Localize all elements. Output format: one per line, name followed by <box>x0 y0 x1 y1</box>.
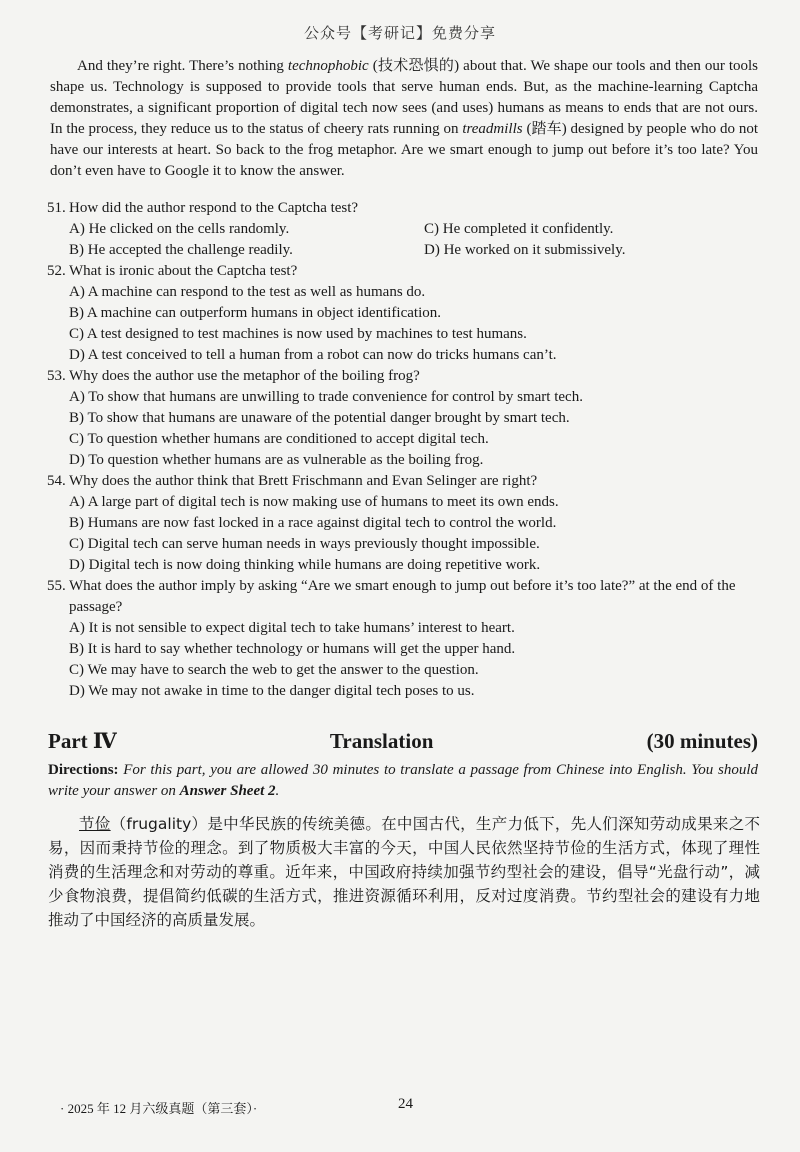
passage-italic-term-2: treadmills <box>462 121 523 137</box>
option-grid <box>47 219 759 261</box>
passage-text-3: (踏车) designed by people who do not have our interests at heart. So back to the frog metaphor. Are we smart enough to jump out before it’s too late? You don’t even have to Google it to know the answer. <box>50 121 758 179</box>
option-c[interactable]: C) He completed it confidently. <box>424 221 614 237</box>
question-54 <box>47 471 759 576</box>
option-d[interactable]: D) Digital tech is now doing thinking while humans are doing repetitive work. <box>69 557 541 573</box>
question-51 <box>47 198 759 261</box>
option-c[interactable]: C) To question whether humans are conditioned to accept digital tech. <box>69 431 489 447</box>
option-c[interactable]: C) A test designed to test machines is now used by machines to test humans. <box>69 326 527 342</box>
directions <box>48 760 758 802</box>
reading-passage <box>50 56 758 182</box>
translation-passage <box>48 812 760 932</box>
question-55 <box>47 576 759 702</box>
option-d[interactable]: D) We may not awake in time to the danger digital tech poses to us. <box>69 683 475 699</box>
question-text: Why does the author think that Brett Frischmann and Evan Selinger are right? <box>69 473 538 489</box>
part-label: Part Ⅳ <box>48 729 117 753</box>
answer-sheet-ref: Answer Sheet 2 <box>179 783 276 799</box>
option-a[interactable]: A) To show that humans are unwilling to trade convenience for control by smart tech. <box>69 389 583 405</box>
option-c[interactable]: C) Digital tech can serve human needs in ways previously thought impossible. <box>69 536 540 552</box>
directions-end: . <box>275 783 280 799</box>
passage-text-1: And they’re right. There’s nothing <box>77 58 288 74</box>
question-text: Why does the author use the metaphor of the boiling frog? <box>69 368 420 384</box>
question-text: What does the author imply by asking “Are we smart enough to jump out before it’s too late?” at the end of the passage? <box>69 578 736 615</box>
passage-text-2: (技术恐惧的) about that. We shape our tools and then our tools shape us. Technology is supposed to provide tools that serve human ends. But, as the machine-learning Captcha demonstrates, a significant proportion of digital tech now sees (and uses) humans as means to ends that are not ours. In the process, they reduce us to the status of cheery rats running on <box>50 58 758 137</box>
translation-term: 节俭 <box>79 815 111 833</box>
option-b[interactable]: B) A machine can outperform humans in object identification. <box>69 305 441 321</box>
option-b[interactable]: B) Humans are now fast locked in a race against digital tech to control the world. <box>69 515 557 531</box>
option-c[interactable]: C) We may have to search the web to get the answer to the question. <box>69 662 479 678</box>
option-a[interactable]: A) A large part of digital tech is now making use of humans to meet its own ends. <box>69 494 559 510</box>
option-b[interactable]: B) It is hard to say whether technology or humans will get the upper hand. <box>69 641 516 657</box>
question-stem <box>47 261 759 282</box>
question-53 <box>47 366 759 471</box>
translation-text: （frugality）是中华民族的传统美德。在中国古代，生产力低下，先人们深知劳动成果来之不易，因而秉持节俭的理念。到了物质极大丰富的今天，中国人民依然坚持节俭的生活方式，体现了理性消费的生活理念和对劳动的尊重。近年来，中国政府持续加强节约型社会的建设，倡导“光盘行动”，减少食物浪费，提倡简约低碳的生活方式，推进资源循环利用，反对过度消费。节约型社会的建设有力地推动了中国经济的高质量发展。 <box>48 815 760 929</box>
option-d[interactable]: D) A test conceived to tell a human from a robot can now do tricks humans can’t. <box>69 347 557 363</box>
directions-text: For this part, you are allowed 30 minutes to translate a passage from Chinese into English. You should write your answer on <box>48 762 758 799</box>
option-a[interactable]: A) A machine can respond to the test as well as humans do. <box>69 284 426 300</box>
directions-label: Directions: <box>48 762 119 778</box>
passage-italic-term-1: technophobic <box>287 58 369 74</box>
option-d[interactable]: D) He worked on it submissively. <box>424 242 626 258</box>
question-number: 52. <box>47 263 66 279</box>
question-number: 54. <box>47 473 66 489</box>
part-title: Translation <box>329 729 434 753</box>
question-stem <box>47 576 759 618</box>
question-text: How did the author respond to the Captcha test? <box>69 200 359 216</box>
question-number: 51. <box>47 200 66 216</box>
passage-paragraph <box>50 56 758 182</box>
part-header <box>48 728 758 754</box>
question-stem <box>47 366 759 387</box>
question-stem <box>47 198 759 219</box>
question-text: What is ironic about the Captcha test? <box>69 263 298 279</box>
option-a[interactable]: A) He clicked on the cells randomly. <box>69 221 290 237</box>
option-b[interactable]: B) He accepted the challenge readily. <box>69 242 293 258</box>
question-stem <box>47 471 759 492</box>
question-52 <box>47 261 759 366</box>
option-b[interactable]: B) To show that humans are unaware of the potential danger brought by smart tech. <box>69 410 570 426</box>
part-time: (30 minutes) <box>646 729 758 753</box>
page-number: 24 <box>398 1096 413 1112</box>
question-number: 53. <box>47 368 66 384</box>
question-list <box>47 198 759 702</box>
option-a[interactable]: A) It is not sensible to expect digital tech to take humans’ interest to heart. <box>69 620 515 636</box>
option-d[interactable]: D) To question whether humans are as vulnerable as the boiling frog. <box>69 452 484 468</box>
question-number: 55. <box>47 578 66 594</box>
footer-exam-label: · 2025 年 12 月六级真题（第三套）· <box>60 1101 258 1116</box>
page-header: 公众号【考研记】免费分享 <box>303 26 496 42</box>
